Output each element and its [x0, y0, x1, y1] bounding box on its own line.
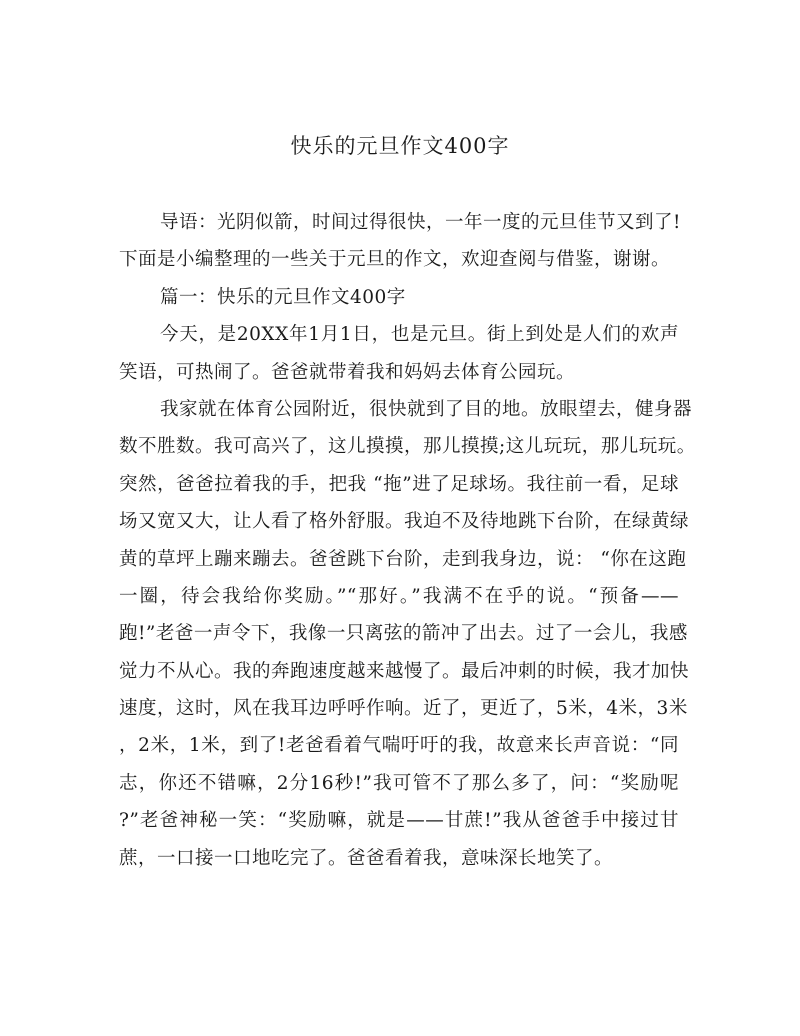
paragraph-2-line-10: ，2米，1米，到了!老爸看着气喘吁吁的我，故意来长声音说：“同	[119, 735, 679, 757]
paragraph-2-line-7: 跑!”老爸一声令下，我像一只离弦的箭冲了出去。过了一会儿，我感	[119, 623, 688, 645]
paragraph-2-line-4: 场又宽又大，让人看了格外舒服。我迫不及待地跳下台阶，在绿黄绿	[119, 511, 690, 533]
paragraph-2-line-3: 突然，爸爸拉着我的手，把我 “拖”进了足球场。我往前一看，足球	[119, 473, 679, 495]
paragraph-2-line-6: 一圈，待会我给你奖励。”“那好。”我满不在乎的说。“预备——	[119, 585, 679, 607]
document-title: 快乐的元旦作文400字	[290, 134, 510, 158]
paragraph-2-line-5: 黄的草坪上蹦来蹦去。爸爸跳下台阶，走到我身边，说： “你在这跑	[119, 548, 687, 570]
document-body	[119, 204, 696, 877]
paragraph-2-line-13: 蔗，一口接一口地吃完了。爸爸看着我，意味深长地笑了。	[119, 847, 614, 869]
paragraph-2-line-1: 我家就在体育公园附近，很快就到了目的地。放眼望去，健身器	[160, 398, 693, 420]
paragraph-2-line-12: ?”老爸神秘一笑：“奖励嘛，就是——甘蔗!”我从爸爸手中接过甘	[119, 810, 679, 832]
intro-line-1: 导语：光阴似箭，时间过得很快，一年一度的元旦佳节又到了!	[160, 212, 681, 233]
intro-line-2: 下面是小编整理的一些关于元旦的作文，欢迎查阅与借鉴，谢谢。	[119, 249, 671, 271]
paragraph-2-line-8: 觉力不从心。我的奔跑速度越来越慢了。最后冲刺的时候，我才加快	[119, 660, 690, 682]
paragraph-2-line-11: 志，你还不错嘛，2分16秒!”我可管不了那么多了，问：“奖励呢	[119, 772, 679, 794]
section-heading: 篇一：快乐的元旦作文400字	[160, 286, 406, 308]
paragraph-2-line-2: 数不胜数。我可高兴了，这儿摸摸，那儿摸摸;这儿玩玩，那儿玩玩。	[119, 436, 696, 458]
paragraph-1-line-1: 今天，是20XX年1月1日，也是元旦。街上到处是人们的欢声	[160, 324, 679, 346]
paragraph-2-line-9: 速度，这时，风在我耳边呼呼作响。近了，更近了，5米，4米，3米	[119, 698, 688, 720]
paragraph-1-line-2: 笑语，可热闹了。爸爸就带着我和妈妈去体育公园玩。	[119, 361, 576, 383]
